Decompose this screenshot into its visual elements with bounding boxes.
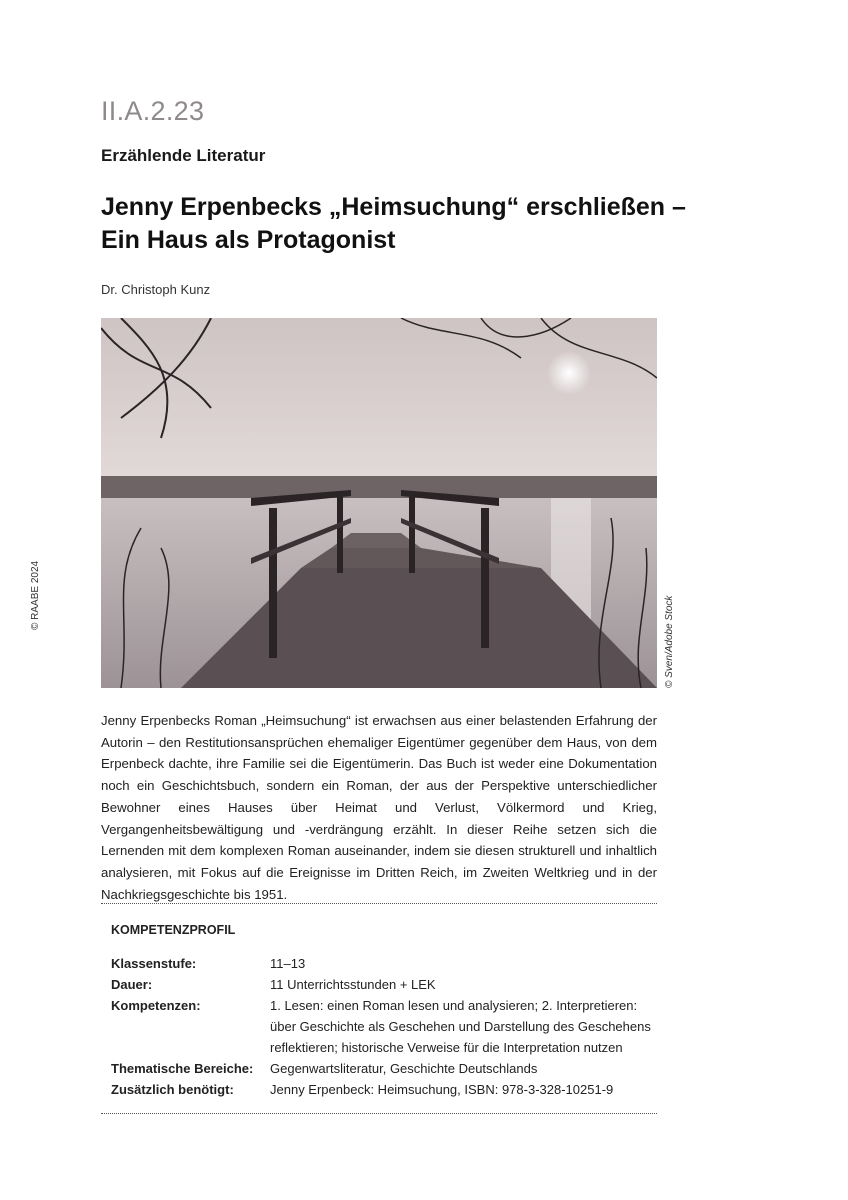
profile-row	[111, 1079, 651, 1100]
profile-row	[111, 953, 651, 974]
title-line-2: Ein Haus als Protagonist	[101, 226, 396, 254]
profile-label: Thematische Bereiche:	[111, 1061, 254, 1076]
profile-label: Zusätzlich benötigt:	[111, 1082, 234, 1097]
author: Dr. Christoph Kunz	[101, 282, 211, 297]
photo-credit: © Sven/Adobe Stock	[664, 595, 675, 688]
competence-profile	[111, 953, 651, 1100]
profile-value: Jenny Erpenbeck: Heimsuchung, ISBN: 978-3-328-10251-9	[270, 1082, 614, 1097]
profile-value: 1. Lesen: einen Roman lesen und analysieren; 2. Interpretieren: über Geschichte als Geschehen und Darstellung des Geschehens reflektieren; historische Verweise für die Interpretation nutzen	[270, 998, 651, 1055]
unit-code: II.A.2.23	[101, 96, 205, 126]
profile-row	[111, 974, 651, 995]
profile-value: Gegenwartsliteratur, Geschichte Deutschlands	[270, 1061, 538, 1076]
profile-label: Klassenstufe:	[111, 956, 197, 971]
profile-value: 11–13	[270, 956, 306, 971]
profile-label: Dauer:	[111, 977, 153, 992]
title-line-1: Jenny Erpenbecks „Heimsuchung“ erschließen –	[101, 193, 686, 221]
divider-bottom	[101, 1113, 657, 1114]
divider-top	[101, 903, 657, 904]
profile-label: Kompetenzen:	[111, 998, 201, 1013]
profile-heading: KOMPETENZPROFIL	[111, 923, 236, 937]
intro-paragraph: Jenny Erpenbecks Roman „Heimsuchung“ ist erwachsen aus einer belastenden Erfahrung der Autorin – den Restitutionsansprüchen ehemaliger Eigentümer gegenüber dem Haus, von dem Erpenbeck dachte, ihre Familie sei die Eigentümerin. Das Buch ist weder eine Dokumentation noch ein Geschichtsbuch, sondern ein Roman, der aus der Perspektive unterschiedlicher Bewohner eines Hauses über Heimat und Verlust, Völkermord und Krieg, Vergangenheitsbewältigung und -verdrängung erzählt. In dieser Reihe setzen sich die Lernenden mit dem komplexen Roman auseinander, indem sie diesen strukturell und inhaltlich analysieren, mit Fokus auf die Ereignisse im Dritten Reich, im Zweiten Weltkrieg und in der Nachkriegsgeschichte bis 1951.	[101, 713, 657, 902]
jetty-lake-image	[101, 318, 657, 688]
category-label: Erzählende Literatur	[101, 146, 266, 165]
profile-row	[111, 1058, 651, 1079]
copyright-notice: © RAABE 2024	[30, 560, 41, 630]
cover-photo	[101, 318, 657, 688]
profile-value: 11 Unterrichtsstunden + LEK	[270, 977, 436, 992]
page-title	[101, 191, 701, 257]
profile-row	[111, 995, 651, 1058]
